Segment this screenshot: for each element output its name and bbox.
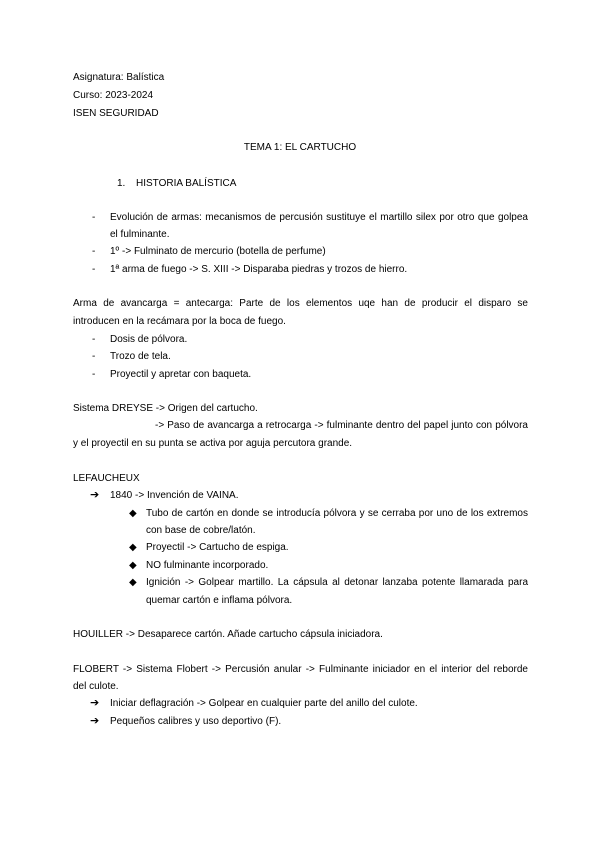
- history-bullet-1-cont: el fulminante.: [110, 229, 170, 240]
- lefaucheux-sub-3: NO fulminante incorporado.: [146, 560, 269, 571]
- avancarga-line-1: Arma de avancarga = antecarga: Parte de los elementos uqe han de producir el disparo se: [73, 298, 528, 309]
- arrow-bullet: ➔: [90, 489, 100, 501]
- diamond-bullet: ◆: [129, 508, 137, 519]
- history-bullet-1: Evolución de armas: mecanismos de percusión sustituye el martillo silex por otro que golpea: [110, 212, 528, 223]
- dash-bullet: -: [92, 369, 96, 380]
- course-line: Curso: 2023-2024: [73, 90, 154, 101]
- lefaucheux-sub-4: Ignición -> Golpear martillo. La cápsula al detonar lanzaba potente llamarada para: [146, 577, 528, 588]
- school-line: ISEN SEGURIDAD: [73, 108, 159, 119]
- document-title: TEMA 1: EL CARTUCHO: [243, 142, 357, 153]
- lefaucheux-sub-4-cont: quemar cartón e inflama pólvora.: [146, 595, 293, 606]
- diamond-bullet: ◆: [129, 577, 137, 588]
- history-bullet-3: 1ª arma de fuego -> S. XIII -> Disparaba piedras y trozos de hierro.: [110, 264, 408, 275]
- lefaucheux-heading: LEFAUCHEUX: [73, 473, 140, 484]
- lefaucheux-sub-1-cont: con base de cobre/latón.: [146, 525, 256, 536]
- arrow-bullet: ➔: [90, 715, 100, 727]
- dash-bullet: -: [92, 264, 96, 275]
- avancarga-bullet-2: Trozo de tela.: [110, 351, 171, 362]
- dreyse-line-1: Sistema DREYSE -> Origen del cartucho.: [73, 403, 258, 414]
- section-number: 1.: [117, 178, 126, 189]
- dash-bullet: -: [92, 212, 96, 223]
- dreyse-line-2: -> Paso de avancarga a retrocarga -> fulminante dentro del papel junto con pólvora: [155, 420, 528, 431]
- flobert-arrow-item-2: Pequeños calibres y uso deportivo (F).: [110, 716, 282, 727]
- diamond-bullet: ◆: [129, 560, 137, 571]
- lefaucheux-sub-1: Tubo de cartón en donde se introducía pólvora y se cerraba por uno de los extremos: [146, 508, 528, 519]
- avancarga-bullet-3: Proyectil y apretar con baqueta.: [110, 369, 252, 380]
- history-bullet-2: 1º -> Fulminato de mercurio (botella de perfume): [110, 246, 326, 257]
- subject-line: Asignatura: Balística: [73, 72, 165, 83]
- avancarga-line-2: introducen en la recámara por la boca de fuego.: [73, 316, 286, 327]
- lefaucheux-sub-2: Proyectil -> Cartucho de espiga.: [146, 542, 289, 553]
- dreyse-line-3: y el proyectil en su punta se activa por aguja percutora grande.: [73, 438, 353, 449]
- flobert-line-2: del culote.: [73, 681, 119, 692]
- arrow-bullet: ➔: [90, 697, 100, 709]
- avancarga-bullet-1: Dosis de pólvora.: [110, 334, 188, 345]
- section-heading: HISTORIA BALÍSTICA: [136, 178, 237, 189]
- houiller-line: HOUILLER -> Desaparece cartón. Añade cartucho cápsula iniciadora.: [73, 629, 383, 640]
- flobert-line-1: FLOBERT -> Sistema Flobert -> Percusión anular -> Fulminante iniciador en el interior del reborde: [73, 664, 528, 675]
- dash-bullet: -: [92, 351, 96, 362]
- lefaucheux-arrow-item: 1840 -> Invención de VAINA.: [110, 490, 239, 501]
- dash-bullet: -: [92, 246, 96, 257]
- flobert-arrow-item-1: Iniciar deflagración -> Golpear en cualquier parte del anillo del culote.: [110, 698, 418, 709]
- dash-bullet: -: [92, 334, 96, 345]
- diamond-bullet: ◆: [129, 542, 137, 553]
